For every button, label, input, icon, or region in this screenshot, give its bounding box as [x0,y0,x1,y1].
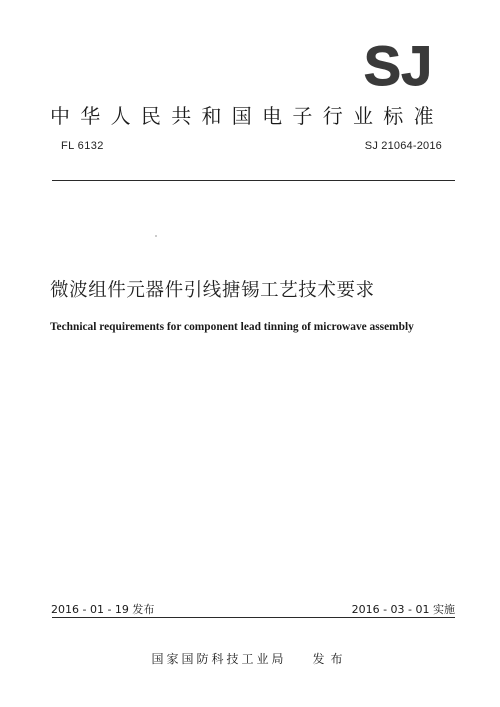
publisher-line [0,650,500,667]
document-title-chinese: 微波组件元器件引线搪锡工艺技术要求 [50,280,375,301]
standard-category-title: 中华人民共和国电子行业标准 [50,104,444,128]
publisher-organization: 国家国防科技工业局 [151,652,287,666]
issue-date: 2016 - 01 - 19 发布 [51,603,155,616]
sj-logo-text: SJ [363,38,433,88]
publish-verb: 发布 [312,652,349,666]
header-divider [52,180,455,181]
footer-divider [52,617,455,618]
standard-number: SJ 21064-2016 [364,140,442,152]
sj-logo-mark [357,38,439,88]
sj-logo [357,38,439,88]
classification-code: FL 6132 [61,140,104,152]
document-title-english: Technical requirements for component lead tinning of microwave assembly [50,321,414,333]
implementation-date: 2016 - 03 - 01 实施 [351,603,455,616]
scan-speck [155,235,157,237]
